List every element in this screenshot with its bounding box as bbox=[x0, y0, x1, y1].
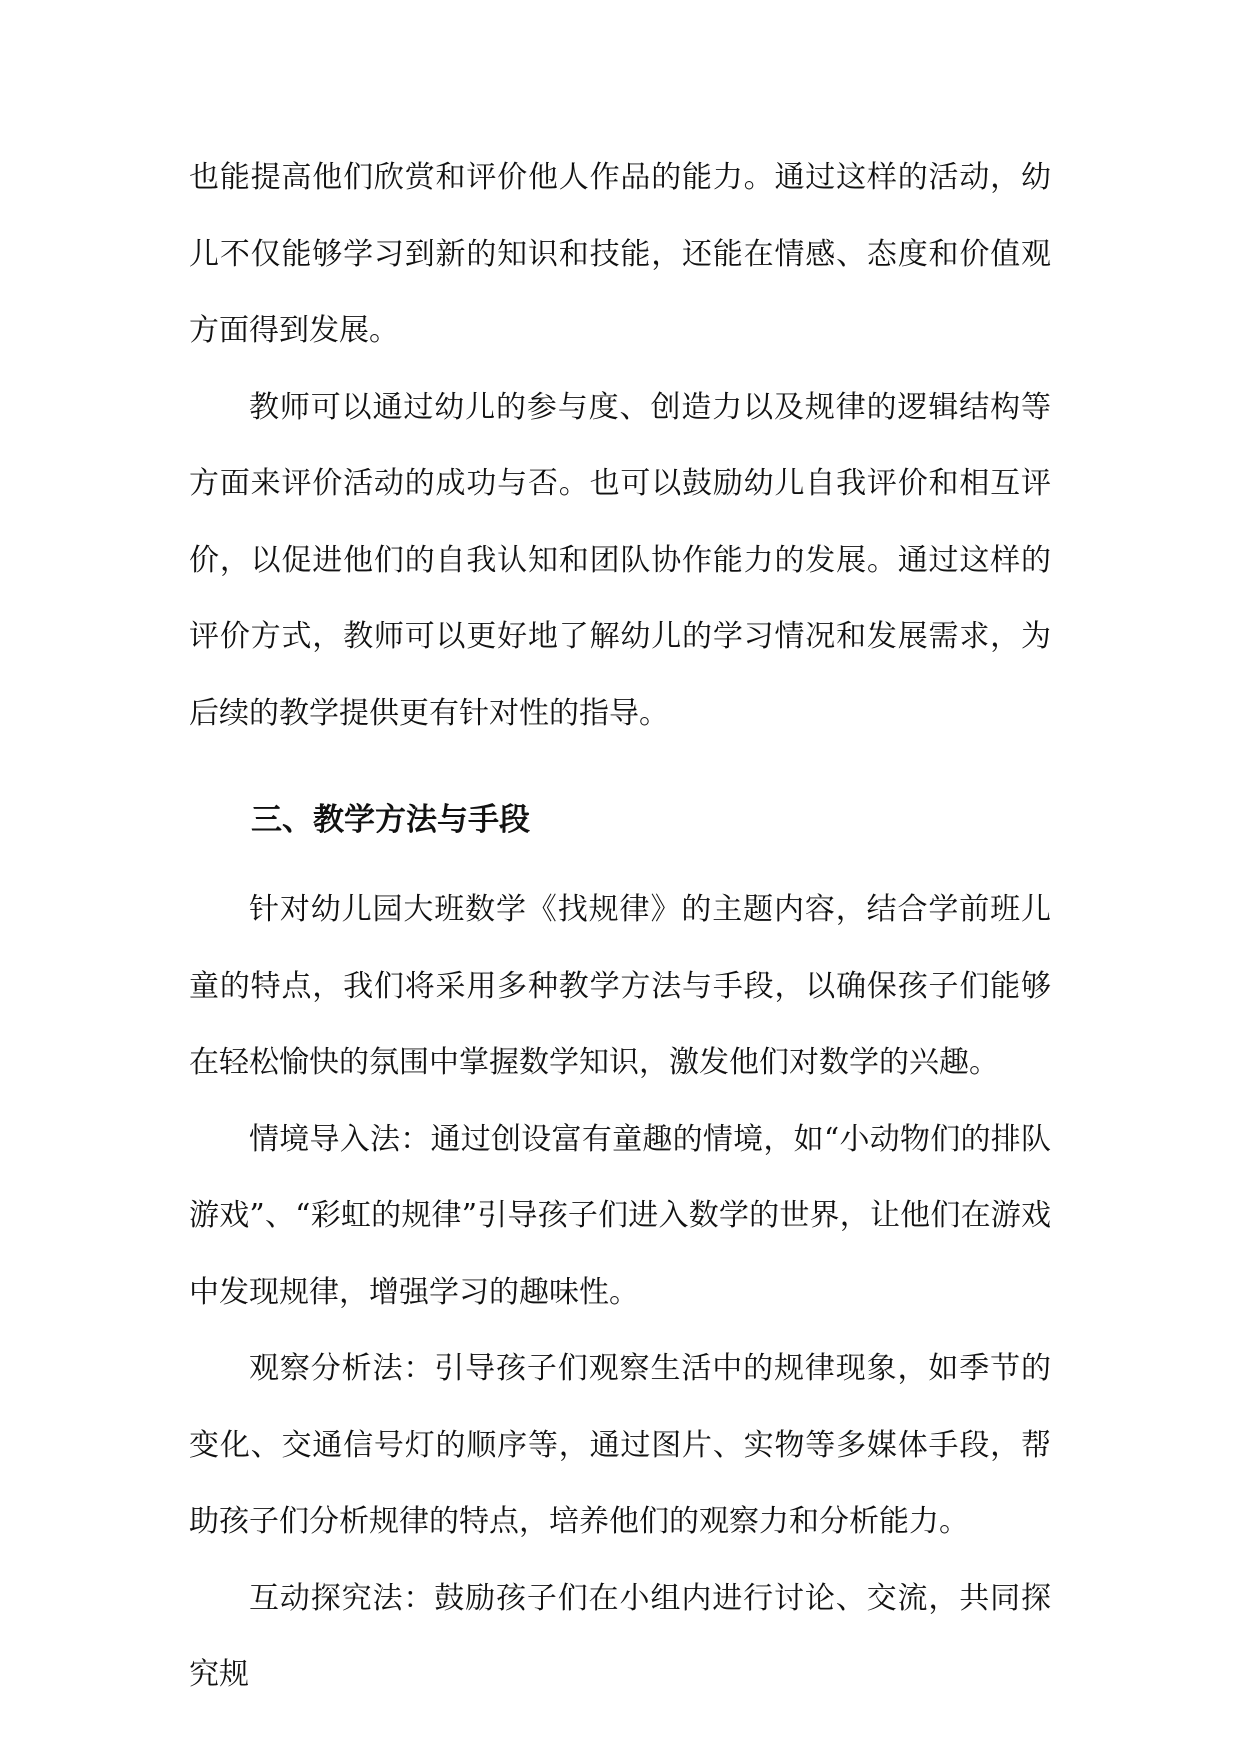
paragraph-evaluation: 教师可以通过幼儿的参与度、创造力以及规律的逻辑结构等方面来评价活动的成功与否。也可以鼓励幼儿自我评价和相互评价，以促进他们的自我认知和团队协作能力的发展。通过这样的评价方式，教师可以更好地了解幼儿的学习情况和发展需求，为后续的教学提供更有针对性的指导。 bbox=[189, 389, 1051, 731]
section-heading: 三、教学方法与手段 bbox=[251, 802, 530, 838]
paragraph-interactive-method: 互动探究法：鼓励孩子们在小组内进行讨论、交流，共同探究规 bbox=[189, 1580, 1051, 1692]
document-body bbox=[189, 140, 1051, 1714]
paragraph-situation-method: 情境导入法：通过创设富有童趣的情境，如“小动物们的排队游戏”、“彩虹的规律”引导孩子们进入数学的世界，让他们在游戏中发现规律，增强学习的趣味性。 bbox=[189, 1121, 1051, 1310]
paragraph-observation-method: 观察分析法：引导孩子们观察生活中的规律现象，如季节的变化、交通信号灯的顺序等，通过图片、实物等多媒体手段，帮助孩子们分析规律的特点，培养他们的观察力和分析能力。 bbox=[189, 1351, 1051, 1539]
paragraph-intro: 针对幼儿园大班数学《找规律》的主题内容，结合学前班儿童的特点，我们将采用多种教学方法与手段，以确保孩子们能够在轻松愉快的氛围中掌握数学知识，激发他们对数学的兴趣。 bbox=[189, 892, 1051, 1080]
paragraph-continued: 也能提高他们欣赏和评价他人作品的能力。通过这样的活动，幼儿不仅能够学习到新的知识和技能，还能在情感、态度和价值观方面得到发展。 bbox=[189, 160, 1051, 348]
